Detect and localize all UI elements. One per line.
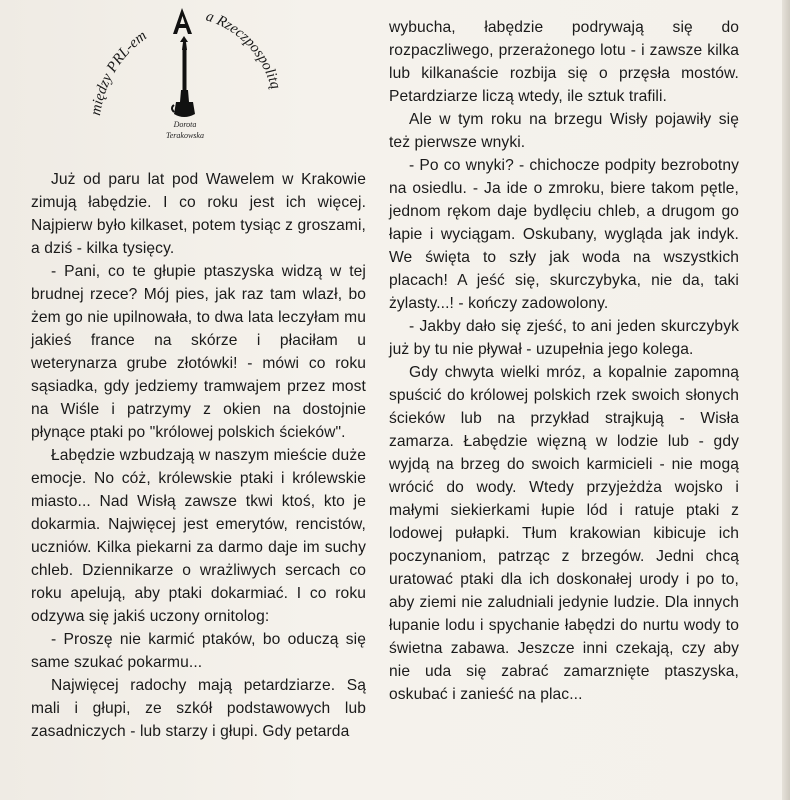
article-paragraph: Już od paru lat pod Wawelem w Krakowie zimują łabędzie. I co roku jest ich więcej. Najpierw było kilkaset, potem tysiąc z groszami, a dziś - kilka tysięcy. (31, 171, 366, 257)
logo-right-arc-text (204, 9, 284, 92)
column-logo-graphic (70, 6, 300, 166)
logo-left-arc-label: między PRL-em (88, 27, 150, 117)
letter-a-icon (173, 8, 192, 34)
article-right-column (389, 16, 739, 706)
article-paragraph: Najwięcej radochy mają petardziarze. Są mali i głupi, ze szkół podstawowych lub zasadniczych - lub starzy i głupi. Gdy petarda (31, 677, 366, 740)
article-paragraph: - Po co wnyki? - chichocze podpity bezrobotny na osiedlu. - Ja ide o zmroku, biere takom pętle, jednom rękom daje bydlęciu chleb, a drugom go łapie i wyciągam. Oskubany, wygląda jak indyk. We święta to szły jak woda na wszystkich placach! A jeść się, skurczybyka, nie da, taki żylasty...! - kończy zadowolony. (389, 157, 739, 312)
article-paragraph: - Proszę nie karmić ptaków, bo oduczą się same szukać pokarmu... (31, 631, 366, 671)
logo-right-arc-label: a Rzeczpospolitą (203, 8, 284, 92)
article-paragraph: wybucha, łabędzie podrywają się do rozpaczliwego, przerażonego lotu - i zawsze kilka lub kilkanaście rozbija się o przęsła mostów. Petardziarze liczą wtedy, ile sztuk trafili. (389, 19, 739, 105)
article-paragraph: - Pani, co te głupie ptaszyska widzą w tej brudnej rzece? Mój pies, jak raz tam wlazł, bo żem go nie upilnowała, to dwa lata leczyłam mu jakieś france na skórze i płaciłam u weterynarza grube złotówki! - mówi co roku sąsiadka, gdy jedziemy tramwajem przez most na Wiśle i patrzymy z okien na dostojnie płynące ptaki po "królowej polskich ścieków". (31, 263, 366, 441)
article-paragraph: Gdy chwyta wielki mróz, a kopalnie zapomną spuścić do królowej polskich rzek swoich słonych ścieków lub na przykład strajkują - Wisła zamarza. Łabędzie więzną w lodzie lub - gdy wyjdą na brzeg do swoich karmicieli - nie mogą wrócić do wody. Wtedy przyjeżdża wojsko i małymi siekierkami łupie lód i ratuje ptaki z lodowej pułapki. Tłum krakowian kibicuje ich poczynaniom, patrząc z brzegów. Jedni chcą uratować ptaki dla ich doskonałej urody i po to, aby ziemi nie zaludniali jedynie ludzie. Dla innych łupanie lodu i spychanie łabędzi do nurtu wody to świetna zabawa. Jeszcze inni czekają, czy aby nie uda się zabrać zamarznięte ptaszyska, oskubać i zanieść na plac... (389, 364, 739, 703)
author-last-name: Terakowska (166, 131, 204, 140)
article-paragraph: Łabędzie wzbudzają w naszym mieście duże emocje. No cóż, królewskie ptaki i królewskie miasto... Nad Wisłą zawsze tkwi ktoś, kto je dokarmia. Najwięcej jest emerytów, rencistów, uczniów. Kilka piekarni za darmo daje im suchy chleb. Dziennikarze o wrażliwych sercach co roku apelują, aby ptaki dokarmiać. I co roku odzywa się jakiś uczony ornitolog: (31, 447, 366, 625)
logo-left-arc-text (88, 28, 150, 117)
article-paragraph: Ale w tym roku na brzegu Wisły pojawiły się też pierwsze wnyki. (389, 111, 739, 151)
article-left-column (31, 168, 366, 743)
page-edge-shadow (782, 0, 790, 800)
author-first-name: Dorota (173, 120, 197, 129)
torch-figure-icon (172, 36, 195, 117)
column-logo (70, 6, 300, 166)
article-paragraph: - Jakby dało się zjeść, to ani jeden skurczybyk już by tu nie pływał - uzupełnia jego kolega. (389, 318, 739, 358)
